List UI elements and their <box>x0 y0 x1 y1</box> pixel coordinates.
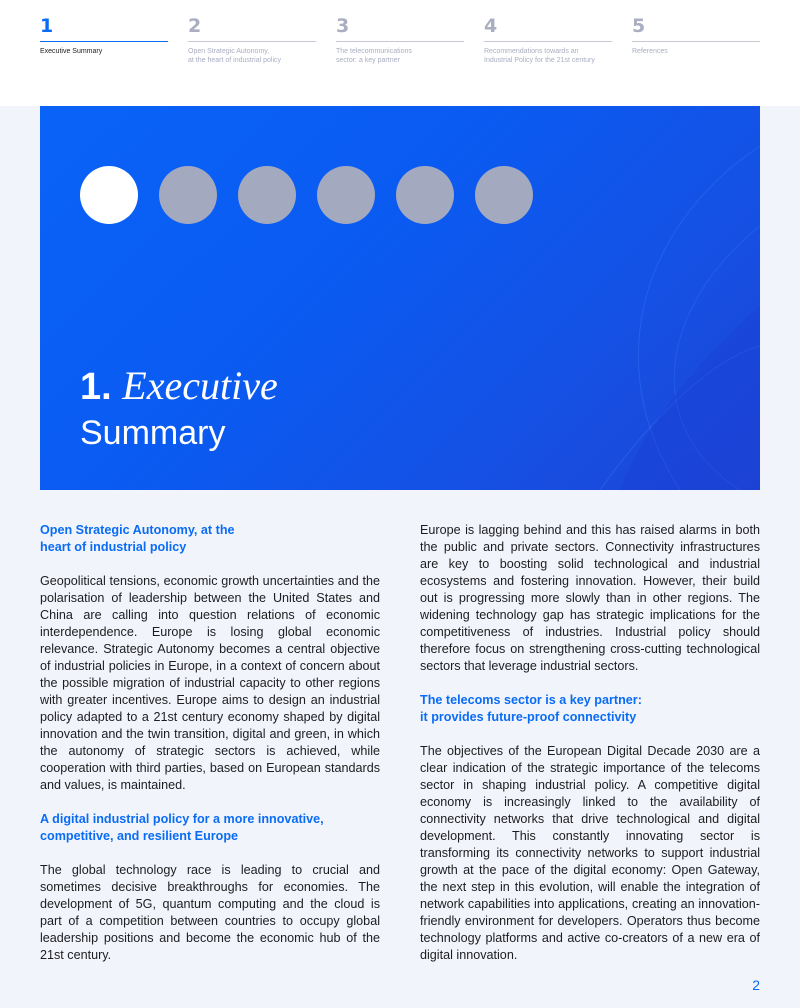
nav-step-label-line: The telecommunications <box>336 48 412 55</box>
nav-step-number: 1 <box>40 15 54 37</box>
body-paragraph: Geopolitical tensions, economic growth uncertainties and the polarisation of leadership between the United States and China are calling into question relations of economic interdependence. Europe is losing global economic relevance. Strategic Autonomy becomes a central objective of industrial policies in Europe, in a context of concern about the possible migration of industrial capacity to other regions with greater incentives. Europe aims to design an industrial policy adapted to a 21st century economy shaped by digital innovation and the twin transition, digital and green, in which the autonomy of strategic sectors is achieved, while cooperation with third parties, based on European standards and values, is maintained. <box>40 574 380 792</box>
nav-step-number: 5 <box>632 15 646 37</box>
nav-step-rule <box>40 41 168 42</box>
body-paragraph: Europe is lagging behind and this has raised alarms in both the public and private sectors. Connectivity infrastructures are key to boosting solid technological and industrial ecosystems and fostering innovation. However, their build out is progressing more slowly than in other regions. The widening technology gap has strategic implications for the competitiveness of industries. Industrial policy should therefore focus on strengthening cross-cutting technological sectors that leverage industrial sectors. <box>420 523 760 673</box>
section-heading-line: it provides future-proof connectivity <box>420 710 637 724</box>
nav-step-4[interactable] <box>484 14 612 65</box>
section-heading-line: A digital industrial policy for a more innovative, <box>40 812 324 826</box>
nav-step-label-line: at the heart of industrial policy <box>188 57 281 64</box>
nav-step-label-line: Executive Summary <box>40 48 103 55</box>
nav-step-rule <box>188 41 316 42</box>
nav-step-label-line: Recommendations towards an <box>484 48 579 55</box>
progress-dot <box>317 166 375 224</box>
progress-dot <box>475 166 533 224</box>
nav-step-label <box>188 47 316 65</box>
section-heading <box>40 811 380 845</box>
nav-step-number: 2 <box>188 15 202 37</box>
nav-step-2[interactable] <box>188 14 316 65</box>
body-paragraph: The objectives of the European Digital Decade 2030 are a clear indication of the strategic importance of the telecoms sector in shaping industrial policy. A competitive digital economy is increasingly linked to the availability of connectivity networks that drive technological and digital development. This constantly innovating sector is transforming its connectivity networks to support industrial growth at the pace of the digital economy: Open Gateway, the next step in this evolution, will enable the integration of network capabilities into applications, creating an innovation-friendly environment for developers. Operators thus become technology platforms and active co-creators of a new era of digital innovation. <box>420 744 760 962</box>
progress-dot <box>159 166 217 224</box>
chapter-progress-dots <box>80 166 554 224</box>
chapter-title-italic: Executive <box>122 363 278 408</box>
chapter-title <box>80 364 278 455</box>
nav-step-label <box>484 47 612 65</box>
nav-step-label <box>632 47 760 56</box>
nav-step-label <box>336 47 464 65</box>
section-heading-line: competitive, and resilient Europe <box>40 829 239 843</box>
nav-step-number: 3 <box>336 15 350 37</box>
body-paragraph: The global technology race is leading to crucial and sometimes decisive breakthroughs for economies. The development of 5G, quantum computing and the cloud is part of a competition between countries to occupy global leadership positions and become the economic hub of the 21st century. <box>40 863 380 962</box>
nav-step-rule <box>484 41 612 42</box>
nav-step-number: 4 <box>484 15 498 37</box>
nav-step-3[interactable] <box>336 14 464 65</box>
progress-dot <box>238 166 296 224</box>
section-heading <box>40 522 380 556</box>
nav-step-5[interactable] <box>632 14 760 56</box>
progress-dot <box>396 166 454 224</box>
section-heading-line: Open Strategic Autonomy, at the <box>40 523 235 537</box>
nav-step-label <box>40 47 168 56</box>
section-heading-line: heart of industrial policy <box>40 540 187 554</box>
nav-step-label-line: Industrial Policy for the 21st century <box>484 57 595 64</box>
chapter-number: 1. <box>80 366 112 408</box>
section-heading <box>420 692 760 726</box>
chapter-navigation <box>0 0 800 106</box>
nav-step-rule <box>632 41 760 42</box>
section-heading-line: The telecoms sector is a key partner: <box>420 693 642 707</box>
nav-step-1[interactable] <box>40 14 168 56</box>
chapter-hero-banner <box>40 106 760 490</box>
text-column-right <box>420 522 760 981</box>
progress-dot-current <box>80 166 138 224</box>
nav-step-rule <box>336 41 464 42</box>
nav-step-label-line: sector: a key partner <box>336 57 400 64</box>
page-number: 2 <box>752 977 760 993</box>
chapter-title-plain: Summary <box>80 414 226 452</box>
text-column-left <box>40 522 380 981</box>
nav-step-label-line: Open Strategic Autonomy, <box>188 48 270 55</box>
nav-step-label-line: References <box>632 48 668 55</box>
